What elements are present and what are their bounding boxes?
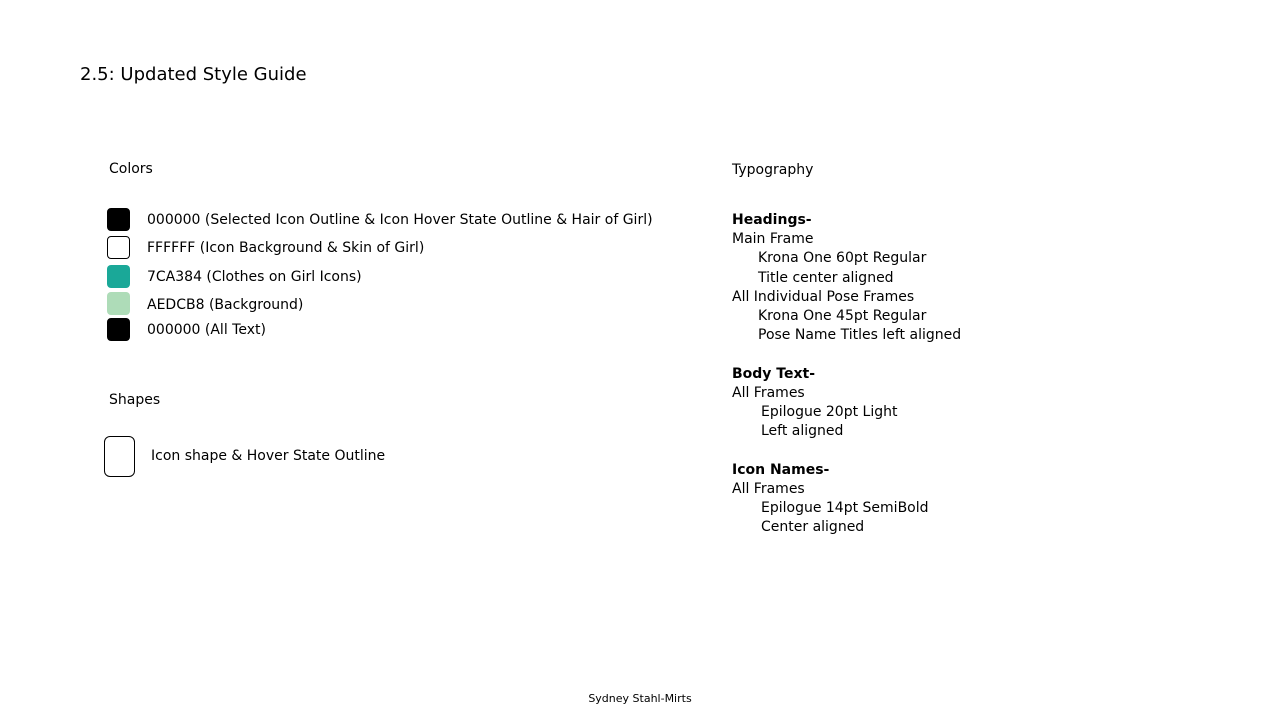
color-label-teal: 7CA384 (Clothes on Girl Icons) [147, 269, 362, 285]
typo-body-align: Left aligned [761, 423, 844, 439]
color-label-black-outline: 000000 (Selected Icon Outline & Icon Hover State Outline & Hair of Girl) [147, 212, 653, 228]
typo-main-frame-font: Krona One 60pt Regular [758, 250, 927, 266]
color-label-black-text: 000000 (All Text) [147, 322, 266, 338]
color-swatch-black [107, 208, 130, 231]
icon-shape-label: Icon shape & Hover State Outline [151, 448, 386, 464]
colors-heading: Colors [109, 161, 153, 177]
shapes-heading: Shapes [109, 392, 161, 408]
color-swatch-black-text [107, 318, 130, 341]
color-swatch-teal [107, 265, 130, 288]
icon-shape-outline [104, 436, 135, 477]
author-credit: Sydney Stahl-Mirts [588, 692, 692, 705]
typo-main-frame: Main Frame [732, 231, 814, 247]
color-swatch-white [107, 236, 130, 259]
typo-headings-title: Headings- [732, 212, 812, 228]
typo-icon-all-frames: All Frames [732, 481, 805, 497]
typo-body-font: Epilogue 20pt Light [761, 404, 898, 420]
typo-body-all-frames: All Frames [732, 385, 805, 401]
typo-icon-align: Center aligned [761, 519, 865, 535]
typo-icon-font: Epilogue 14pt SemiBold [761, 500, 929, 516]
typo-pose-frames-align: Pose Name Titles left aligned [758, 327, 962, 343]
color-label-mint: AEDCB8 (Background) [147, 297, 304, 313]
color-label-white: FFFFFF (Icon Background & Skin of Girl) [147, 240, 425, 256]
typo-icon-names-title: Icon Names- [732, 462, 830, 478]
typo-body-text-title: Body Text- [732, 366, 816, 382]
typo-pose-frames: All Individual Pose Frames [732, 289, 915, 305]
color-swatch-mint [107, 292, 130, 315]
page-title: 2.5: Updated Style Guide [80, 64, 307, 85]
typography-heading: Typography [732, 162, 814, 178]
typo-main-frame-align: Title center aligned [758, 270, 894, 286]
typo-pose-frames-font: Krona One 45pt Regular [758, 308, 927, 324]
